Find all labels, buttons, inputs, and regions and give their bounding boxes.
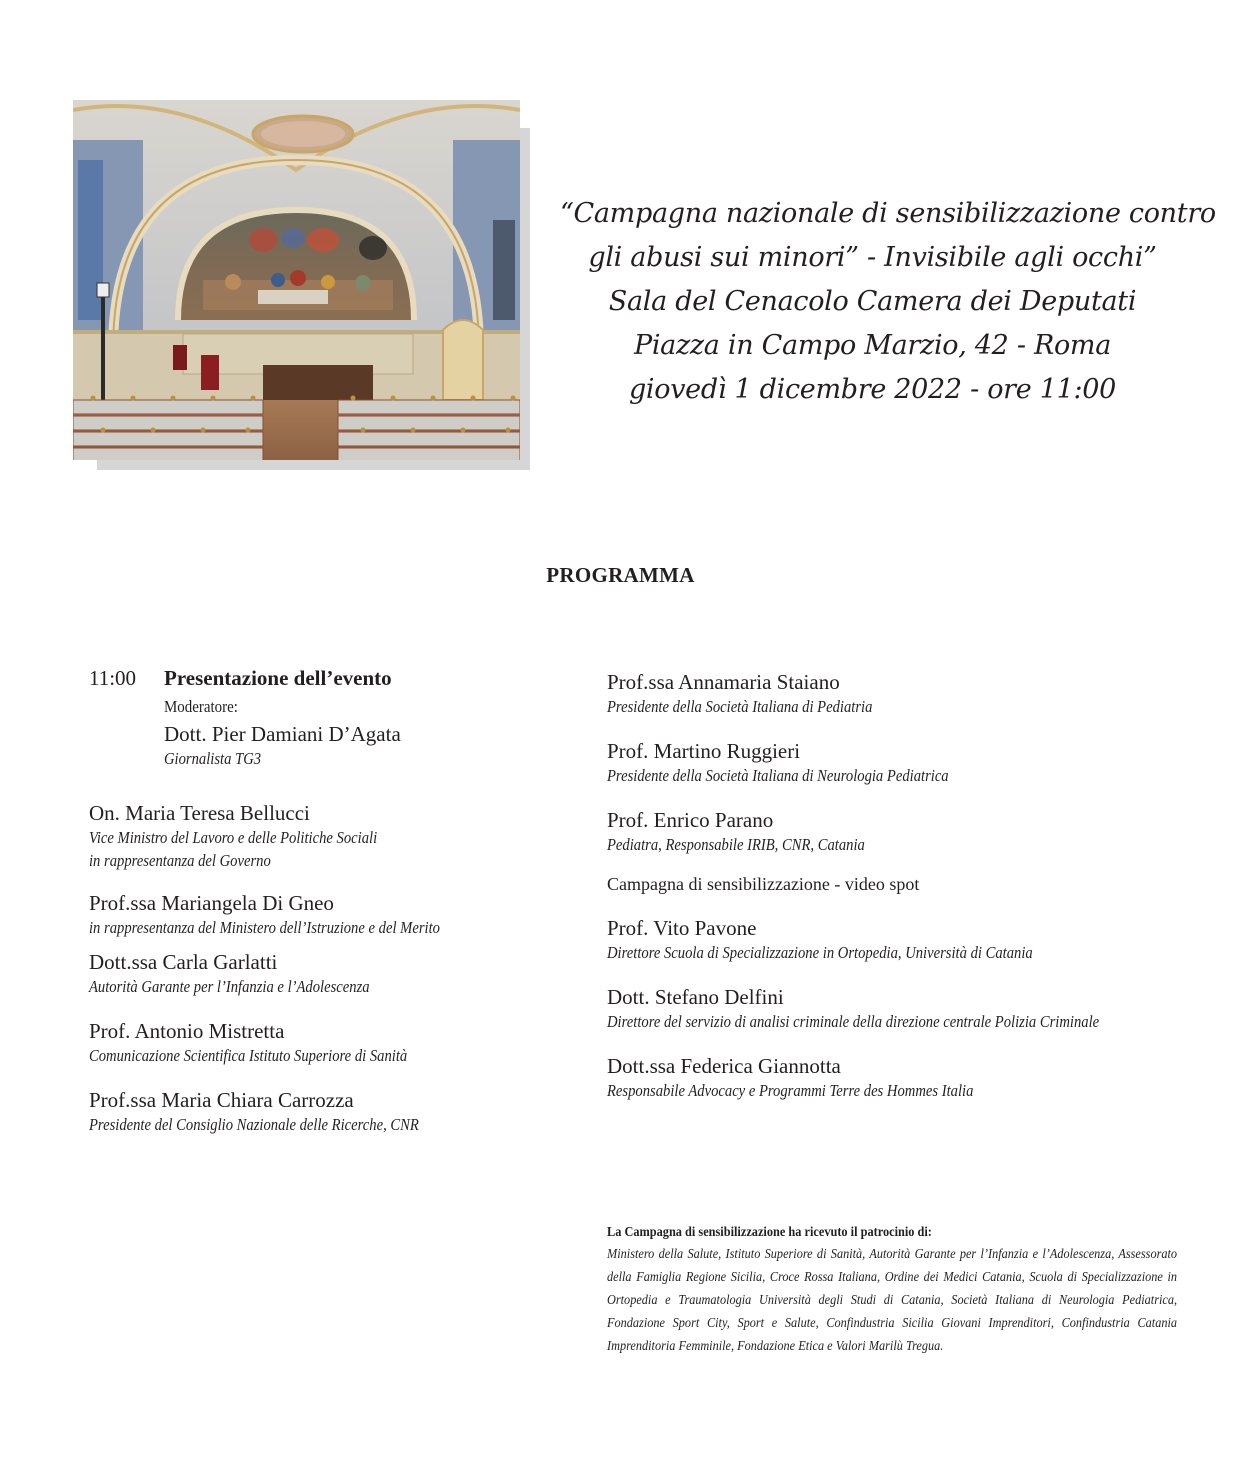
speaker-entry	[607, 1053, 1207, 1102]
speaker-role: in rappresentanza del Ministero dell’Istruzione e del Merito	[89, 918, 440, 937]
program-left-column	[89, 666, 559, 1154]
speaker-role: Presidente della Società Italiana di Neurologia Pediatrica	[607, 766, 949, 785]
speaker-role: in rappresentanza del Governo	[89, 851, 271, 870]
video-spot-item: Campagna di sensibilizzazione - video spot	[607, 874, 920, 894]
speaker-entry	[89, 949, 559, 998]
headline-date: giovedì 1 dicembre 2022 - ore 11:00	[628, 374, 1117, 405]
speaker-name: Prof.ssa Maria Chiara Carrozza	[89, 1088, 354, 1112]
session-title: Presentazione dell’evento	[164, 666, 392, 690]
patronage-text: Ministero della Salute, Istituto Superiore di Sanità, Autorità Garante per l’Infanzia e l’Adolescenza, Assessorato della Famiglia Regione Sicilia, Croce Rossa Italiana, Ordine dei Medici Catania, Scuola di Specializzazione in Ortopedia e Traumatologia Università degli Studi di Catania, Società Italiana di Neurologia Pediatrica, Fondazione Sport City, Sport e Salute, Confindustria Sicilia Giovani Imprenditori, Confindustria Catania Imprenditoria Femminile, Fondazione Etica e Valori Marilù Tregua.	[607, 1247, 1178, 1354]
speaker-name: Dott.ssa Carla Garlatti	[89, 950, 278, 974]
speaker-name: Prof. Antonio Mistretta	[89, 1019, 285, 1043]
speaker-entry	[607, 669, 1207, 718]
speaker-entry	[89, 800, 559, 872]
headline-line: “Campagna nazionale di sensibilizzazione contro	[560, 198, 1216, 229]
speaker-role: Direttore del servizio di analisi criminale della direzione centrale Polizia Criminale	[607, 1012, 1100, 1031]
program-right-column	[607, 669, 1207, 1120]
headline-address: Piazza in Campo Marzio, 42 - Roma	[633, 330, 1112, 361]
speaker-role: Pediatra, Responsabile IRIB, CNR, Catania	[607, 835, 865, 854]
speaker-name: On. Maria Teresa Bellucci	[89, 801, 310, 825]
moderator-name: Dott. Pier Damiani D’Agata	[164, 722, 401, 746]
speaker-role: Autorità Garante per l’Infanzia e l’Adolescenza	[89, 977, 370, 996]
speaker-entry	[89, 890, 559, 939]
venue-photo	[73, 100, 520, 460]
speaker-name: Prof. Martino Ruggieri	[607, 739, 801, 763]
venue-photo-illustration	[73, 100, 520, 460]
speaker-name: Prof. Enrico Parano	[607, 808, 774, 832]
patronage-title: La Campagna di sensibilizzazione ha ricevuto il patrocinio di:	[607, 1225, 932, 1240]
speaker-role: Vice Ministro del Lavoro e delle Politiche Sociali	[89, 828, 378, 847]
moderator-block	[164, 697, 559, 770]
programma-title: PROGRAMMA	[546, 563, 695, 587]
speaker-role: Direttore Scuola di Specializzazione in Ortopedia, Università di Catania	[607, 943, 1033, 962]
moderator-label: Moderatore:	[164, 697, 238, 716]
speaker-name: Dott. Stefano Delfini	[607, 985, 784, 1009]
speaker-entry	[607, 984, 1207, 1033]
speaker-name: Prof. Vito Pavone	[607, 916, 757, 940]
event-headline	[560, 192, 1216, 412]
speaker-name: Prof.ssa Annamaria Staiano	[607, 670, 840, 694]
speaker-name: Dott.ssa Federica Giannotta	[607, 1054, 841, 1078]
speaker-role: Presidente del Consiglio Nazionale delle Ricerche, CNR	[89, 1115, 419, 1134]
session-time: 11:00	[89, 666, 137, 690]
speaker-entry	[89, 1018, 559, 1067]
speaker-entry	[89, 1087, 559, 1136]
headline-line: gli abusi sui minori” - Invisibile agli occhi”	[588, 242, 1157, 273]
speaker-role: Comunicazione Scientifica Istituto Superiore di Sanità	[89, 1046, 408, 1065]
headline-venue: Sala del Cenacolo Camera dei Deputati	[608, 286, 1137, 317]
moderator-role: Giornalista TG3	[164, 749, 262, 768]
speaker-entry	[607, 807, 1207, 856]
speaker-role: Responsabile Advocacy e Programmi Terre des Hommes Italia	[607, 1081, 974, 1100]
speaker-role: Presidente della Società Italiana di Pediatria	[607, 697, 873, 716]
speaker-entry	[607, 915, 1207, 964]
patronage-block	[607, 1225, 1177, 1358]
opening-session	[89, 666, 559, 691]
speaker-name: Prof.ssa Mariangela Di Gneo	[89, 891, 334, 915]
speaker-entry	[607, 738, 1207, 787]
